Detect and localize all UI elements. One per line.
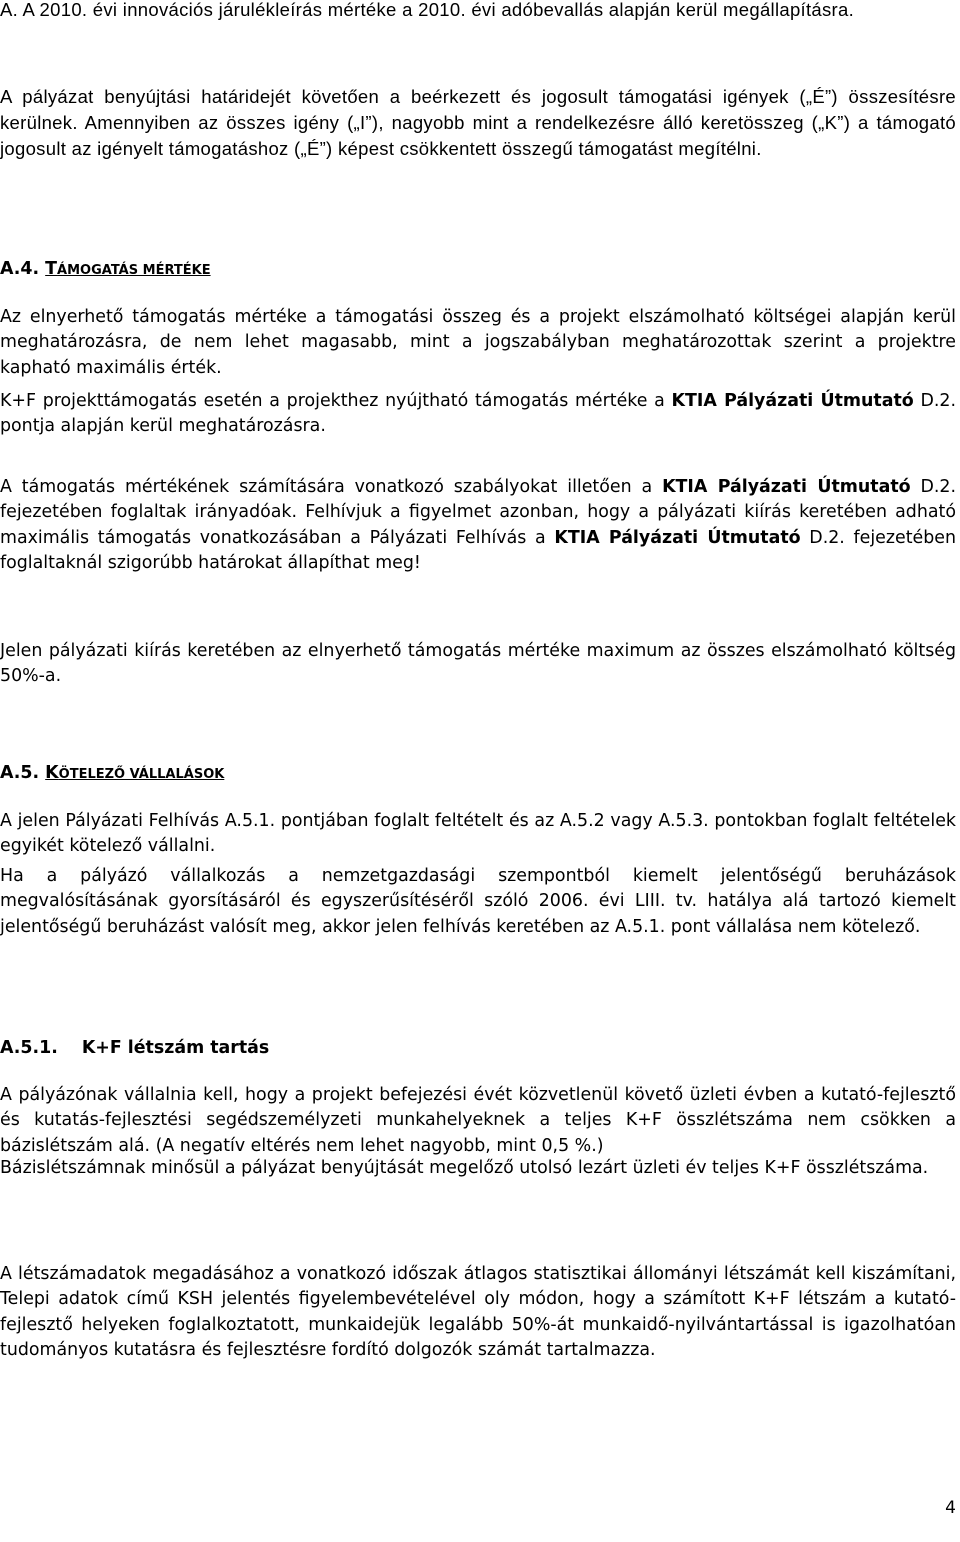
paragraph-text: Ha a pályázó vállalkozás a nemzetgazdasági szempontból kiemelt jelentőségű beruházások megvalósításának gyorsításáról és egyszerűsítéséről szóló 2006. évi LIII. tv. hatálya alá tartozó kiemelt jelentőségű beruházást valósít meg, akkor jelen felhívás keretében az A.5.1. pont vállalása nem kötelező. xyxy=(0,866,956,937)
paragraph-calculation-rules xyxy=(0,475,956,576)
section-heading-a4 xyxy=(0,257,211,283)
heading-title: TÁMOGATÁS MÉRTÉKE xyxy=(45,259,211,279)
paragraph-max-rate xyxy=(0,639,956,690)
page-number: 4 xyxy=(945,1498,956,1518)
paragraph-obligations xyxy=(0,809,956,860)
section-heading-a5 xyxy=(0,761,224,787)
paragraph-headcount-calculation xyxy=(0,1262,956,1363)
heading-number: A.4. xyxy=(0,259,40,279)
paragraph-text: A. A 2010. évi innovációs járulékleírás mértéke a 2010. évi adóbevallás alapján kerül megállapításra. xyxy=(0,0,855,20)
paragraph-base-headcount xyxy=(0,1156,956,1181)
heading-title: KÖTELEZŐ VÁLLALÁSOK xyxy=(45,763,225,783)
paragraph-text: K+F projekttámogatás esetén a projekthez nyújtható támogatás mértéke a KTIA Pályázati Útmutató D.2. pontja alapján kerül meghatározásra. xyxy=(0,391,956,437)
paragraph-claims xyxy=(0,84,956,162)
paragraph-text: Bázislétszámnak minősül a pályázat benyújtását megelőző utolsó lezárt üzleti év teljes K+F összlétszáma. xyxy=(0,1158,929,1178)
heading-number: A.5.1. xyxy=(0,1038,58,1058)
subsection-heading-a51 xyxy=(0,1036,269,1060)
paragraph-exception xyxy=(0,864,956,940)
paragraph-text: A jelen Pályázati Felhívás A.5.1. pontjában foglalt feltételt és az A.5.2 vagy A.5.3. pontokban foglalt feltételek egyikét kötelező vállalni. xyxy=(0,811,956,857)
heading-number: A.5. xyxy=(0,763,40,783)
heading-title: K+F létszám tartás xyxy=(81,1038,270,1058)
paragraph-text: A pályázat benyújtási határidejét követően a beérkezett és jogosult támogatási igények („É”) összesítésre kerülnek. Amennyiben az összes igény („I”), nagyobb mint a rendelkezésre álló keretösszeg („K”) a támogató jogosult az igényelt támogatáshoz („É”) képest csökkentett összegű támogatást megítélni. xyxy=(0,86,956,159)
paragraph-text: A támogatás mértékének számítására vonatkozó szabályokat illetően a KTIA Pályázati Útmutató D.2. fejezetében foglaltak irányadóak. Felhívjuk a figyelmet azonban, hogy a pályázati kiírás keretében adható maximális támogatás vonatkozásában a Pályázati Felhívás a KTIA Pályázati Útmutató D.2. fejezetében foglaltaknál szigorúbb határokat állapíthat meg! xyxy=(0,477,956,573)
paragraph-text: Jelen pályázati kiírás keretében az elnyerhető támogatás mértéke maximum az összes elszámolható költség 50%-a. xyxy=(0,641,956,687)
paragraph-text: A pályázónak vállalnia kell, hogy a projekt befejezési évét közvetlenül követő üzleti évben a kutató-fejlesztő és kutatás-fejlesztési segédszemélyzeti munkahelyeknek a teljes K+F összlétszáma nem csökken a bázislétszám alá. (A negatív eltérés nem lehet nagyobb, mint 0,5 %.) xyxy=(0,1085,956,1156)
paragraph-headcount xyxy=(0,1083,956,1159)
paragraph-text: A létszámadatok megadásához a vonatkozó időszak átlagos statisztikai állományi létszámát kell kiszámítani, Telepi adatok című KSH jelentés figyelembevételével oly módon, hogy a számított K+F létszám a kutató-fejlesztő helyeken foglalkoztatott, munkaidejük legalább 50%-át munkaidő-nyilvántartással is igazolhatóan tudományos kutatásra és fejlesztésre fordító dolgozók számát tartalmazza. xyxy=(0,1264,956,1360)
paragraph-text: Az elnyerhető támogatás mértéke a támogatási összeg és a projekt elszámolható költségei alapján kerül meghatározásra, de nem lehet magasabb, mint a jogszabályban meghatározottak szerint a projektre kapható maximális érték. xyxy=(0,307,956,378)
paragraph-innovation xyxy=(0,0,956,23)
paragraph-rd-support xyxy=(0,389,956,440)
paragraph-grant-amount xyxy=(0,305,956,381)
